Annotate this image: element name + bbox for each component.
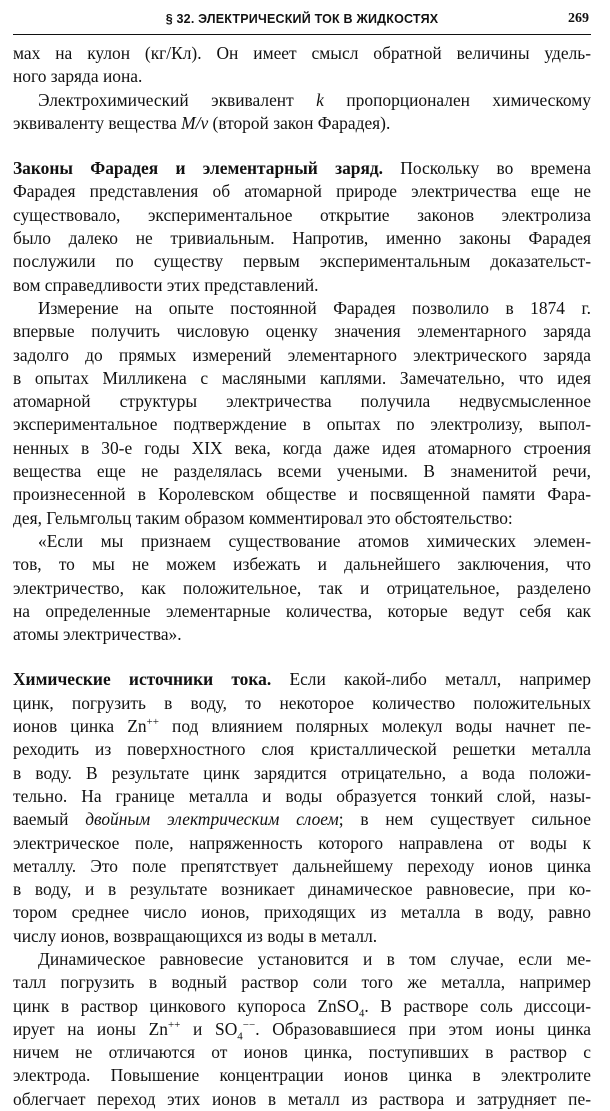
text-line: Химические источники тока. Если какой-либо металл, например xyxy=(13,669,591,690)
text-line: ного заряда иона. xyxy=(13,66,143,87)
text-line: задолго до прямых измерений элементарного электрического заряда xyxy=(13,344,591,365)
text-line: числу ионов, возвращающихся из воды в металл. xyxy=(13,925,378,946)
text-line: ничем не отличаются от ионов цинка, поступивших в раствор с xyxy=(13,1042,591,1063)
text-line: дея, Гельмгольц таким образом комментировал это обстоятельство: xyxy=(13,507,513,528)
text-line: мах на кулон (кг/Кл). Он имеет смысл обратной величины удель- xyxy=(13,43,591,63)
text-line: «Если мы признаем существование атомов химических элемен- xyxy=(38,530,591,551)
text-line: в воду, и в результате возникает динамическое равновесие, при ко- xyxy=(13,879,591,900)
text-line: атомарной структуры электричества получила недвусмысленное xyxy=(13,391,591,412)
text-line: реходить из поверхностного слоя кристаллической решетки металла xyxy=(13,739,591,760)
text-line: послужили по существу первым экспериментальным доказательст- xyxy=(13,251,591,272)
text-line: ирует на ионы Zn++ и $SO_4^{--}$. Образовавшиеся при этом ионы цинка xyxy=(13,1018,592,1043)
term-italic: двойным электрическим слоем xyxy=(85,809,339,830)
text-line: ионов цинка Zn++ под влиянием полярных молекул воды начнет пе- xyxy=(13,716,591,737)
text-line: вещества еще не разделялась всеми учеными. В знаменитой речи, xyxy=(13,461,591,482)
text-line: металлу. Это поле препятствует дальнейшему переходу ионов цинка xyxy=(13,855,591,876)
text-line: впервые получить числовую оценку значения элементарного заряда xyxy=(13,321,591,342)
text-line: Измерение на опыте постоянной Фарадея позволило в 1874 г. xyxy=(38,297,591,318)
text-line: Электрохимический эквивалент k пропорционален химическому xyxy=(38,89,591,110)
text-line: цинк в раствор цинкового купороса ZnSO$_4$. В растворе соль диссоци- xyxy=(13,995,591,1020)
text-line: атомы электричества». xyxy=(13,624,182,645)
text-line: было далеко не тривиальным. Напротив, именно законы Фарадея xyxy=(13,228,591,249)
section-title: § 32. ЭЛЕКТРИЧЕСКИЙ ТОК В ЖИДКОСТЯХ xyxy=(165,12,439,26)
text-line: электрическое поле, напряженность которого направлена от воды к xyxy=(13,832,591,853)
text-line: экспериментальное подтверждение в опытах по электролизу, выпол- xyxy=(13,414,591,435)
text-line: тором среднее число ионов, приходящих из металла в воду, равно xyxy=(13,902,591,923)
text-line: Законы Фарадея и элементарный заряд. Поскольку во времена xyxy=(13,158,591,179)
text-line: тов, то мы не можем избежать и дальнейшего заключения, что xyxy=(13,554,591,575)
text-line: ваемый двойным электрическим слоем; в нем существует сильное xyxy=(13,809,591,830)
text-line: тельно. На границе металла и воды образуется тонкий слой, назы- xyxy=(13,785,591,806)
body-text xyxy=(13,42,591,1111)
running-header xyxy=(13,0,591,35)
section-heading: Химические источники тока. xyxy=(13,669,272,690)
text-line: облегчает переход этих ионов в металл из раствора и затрудняет пе- xyxy=(13,1088,591,1109)
text-line: электрода. Повышение концентрации ионов цинка в электролите xyxy=(13,1065,591,1086)
section-heading: Законы Фарадея и элементарный заряд. xyxy=(13,158,383,179)
book-page xyxy=(13,0,592,1109)
text-line: цинк, погрузить в воду, то некоторое количество положительных xyxy=(13,692,591,713)
text-line: эквиваленту вещества M/ν (второй закон Фарадея). xyxy=(13,112,391,133)
text-line: в воду. В результате цинк зарядится отрицательно, а вода положи- xyxy=(13,762,591,783)
text-line: электричество, как положительное, так и отрицательное, разделено xyxy=(13,577,591,598)
text-line: талл погрузить в водный раствор соли того же металла, например xyxy=(13,972,591,993)
text-line: вом справедливости этих представлений. xyxy=(13,274,319,295)
text-line: ненных в 30-е годы XIX века, когда даже идея атомарного строения xyxy=(13,437,591,458)
text-line: на определенные элементарные количества, которые ведут себя как xyxy=(13,600,591,621)
text-line: в опытах Милликена с масляными каплями. Замечательно, что идея xyxy=(13,367,591,388)
text-line: Динамическое равновесие установится и в том случае, если ме- xyxy=(38,948,591,969)
text-line: Фарадея представления об атомарной природе электричества еще не xyxy=(13,181,591,202)
text-line: существовало, экспериментальное открытие законов электролиза xyxy=(13,204,591,225)
text-line: произнесенной в Королевском обществе и посвященной памяти Фара- xyxy=(13,484,591,505)
page-number: 269 xyxy=(568,11,589,26)
